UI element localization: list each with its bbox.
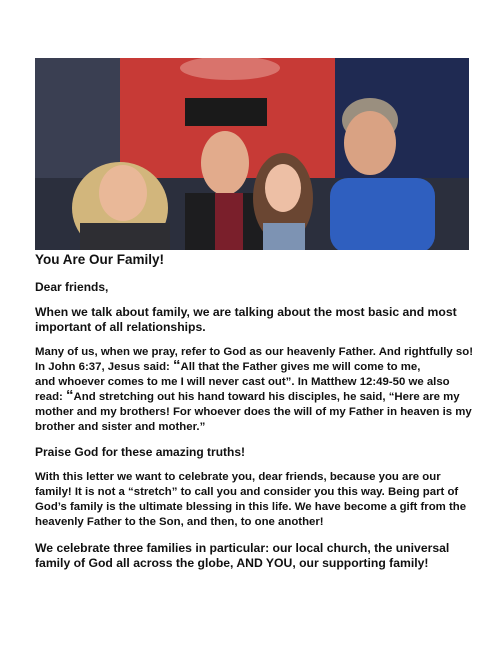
closing-paragraph: We celebrate three families in particular: our local church, the universal family of God all across the globe, AND YOU, our supporting family! bbox=[35, 541, 450, 570]
scripture-line-4a: read: bbox=[35, 391, 67, 403]
scripture-line-3: and whoever comes to me I will never cast out”. In Matthew 12:49-50 we also bbox=[35, 376, 450, 388]
scripture-line-6: brother and sister and mother.” bbox=[35, 421, 206, 433]
scripture-line-4b: And stretching out his hand toward his disciples, he said, “Here are my bbox=[73, 391, 460, 403]
scripture-line-1: Many of us, when we pray, refer to God as our heavenly Father. And rightfully so! bbox=[35, 346, 473, 358]
scripture-line-5: mother and my brothers! For whoever does the will of my Father in heaven is my bbox=[35, 406, 472, 418]
scripture-line-2a: In John 6:37, Jesus said: bbox=[35, 361, 174, 373]
family-photo bbox=[35, 58, 469, 250]
quote-mark-2: “ bbox=[66, 387, 74, 404]
salutation: Dear friends, bbox=[35, 280, 109, 294]
praise-line: Praise God for these amazing truths! bbox=[35, 445, 246, 459]
letter-title: You Are Our Family! bbox=[35, 252, 165, 267]
celebrate-paragraph: With this letter we want to celebrate you, dear friends, because you are our family! It is not a “stretch” to call you and consider you this way. Being part of God’s family is the ultimate blessing in this life. We have become a gift from the heavenly Father to the Son, and then, to one another! bbox=[35, 471, 467, 528]
intro-paragraph: When we talk about family, we are talking about the most basic and most important of all relationships. bbox=[35, 305, 457, 334]
letter bbox=[35, 252, 475, 571]
family-graduation-photo-icon bbox=[35, 58, 469, 250]
quote-mark-1: “ bbox=[173, 357, 181, 374]
scripture-paragraph bbox=[35, 345, 475, 435]
scripture-line-2b: All that the Father gives me will come to me, bbox=[180, 361, 421, 373]
